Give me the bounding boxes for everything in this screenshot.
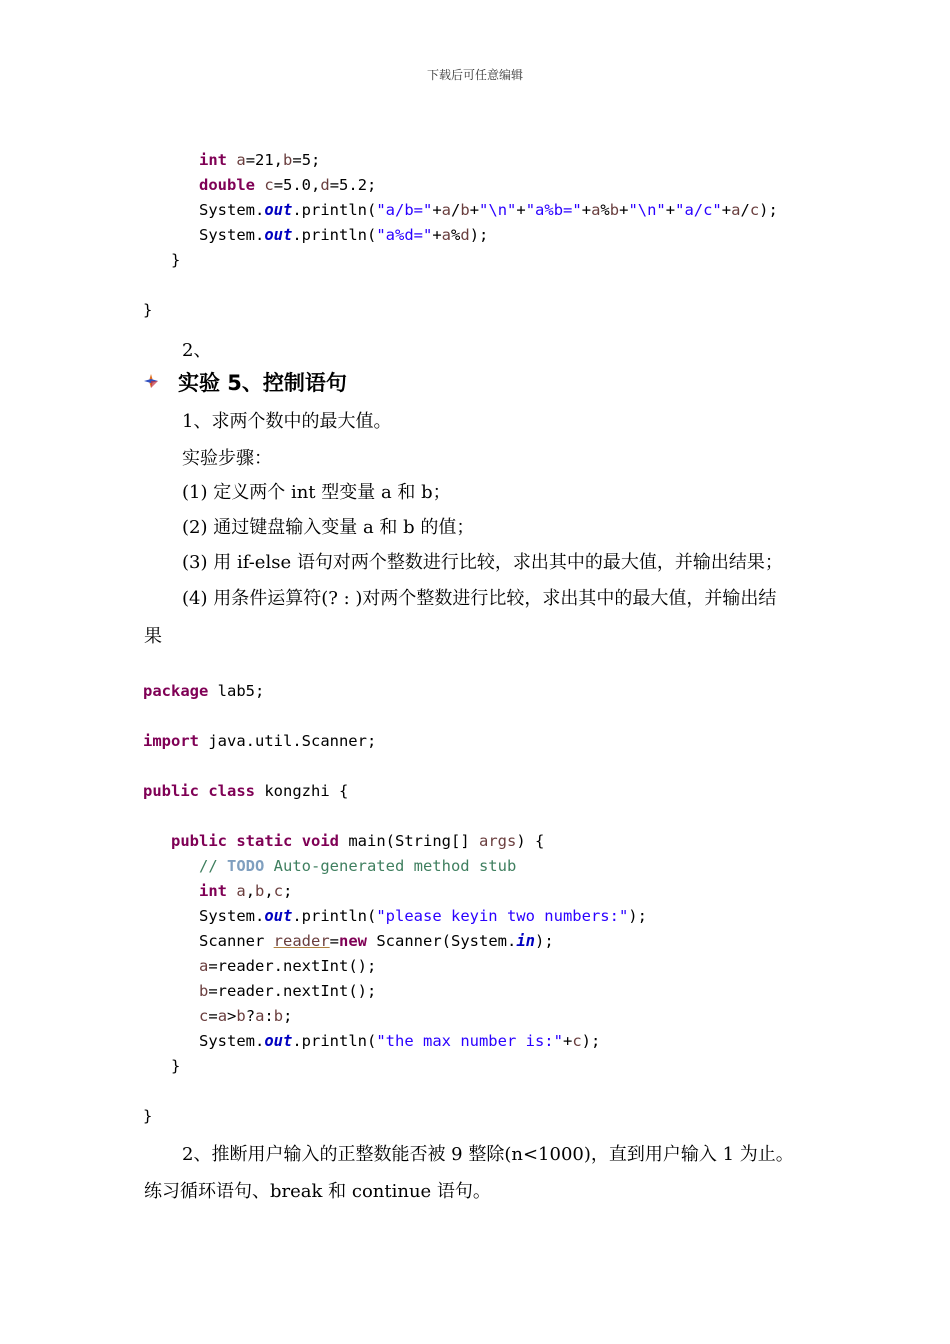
bullet-icon [143,373,159,389]
step-1: (1) 定义两个 int 型变量 a 和 b； [182,482,451,503]
code-block-1 [143,123,778,323]
code-line: double c=5.0,d=5.2; [199,176,377,194]
code-line: public class kongzhi { [143,782,349,800]
code-line: import java.util.Scanner; [143,732,377,750]
code-line: } [171,251,181,269]
task-2-line-2: 练习循环语句、break 和 continue 语句。 [144,1181,491,1202]
code-line: } [143,1107,153,1125]
code-line: a=reader.nextInt(); [199,957,377,975]
code-line: int a,b,c; [199,882,293,900]
step-3: (3) 用 if-else 语句对两个整数进行比较，求出其中的最大值，并输出结果； [182,552,783,573]
page-header: 下载后可任意编辑 [426,68,523,82]
code-line: } [143,301,153,319]
item-number: 2、 [182,340,212,361]
step-2: (2) 通过键盘输入变量 a 和 b 的值； [182,517,475,538]
step-4-continued: 果 [144,626,162,647]
task-2-line-1: 2、推断用户输入的正整数能否被 9 整除(n<1000)，直到用户输入 1 为止。 [182,1144,794,1165]
code-block-2 [143,654,647,1129]
code-line: System.out.println("please keyin two numbers:"); [143,907,647,925]
code-line: } [171,1057,181,1075]
task-title: 1、求两个数中的最大值。 [182,411,392,432]
code-line: int a=21,b=5; [199,151,321,169]
code-line: Scanner reader=new Scanner(System.in); [199,932,554,950]
steps-label: 实验步骤： [182,448,272,469]
code-line: System.out.println("a/b="+a/b+"\n"+"a%b="+a%b+"\n"+"a/c"+a/c); [199,201,778,219]
step-4: (4) 用条件运算符(? : )对两个整数进行比较，求出其中的最大值，并输出结 [182,588,777,609]
section-heading: 实验 5、控制语句 [178,371,347,395]
code-line: System.out.println("a%d="+a%d); [199,226,489,244]
code-line: package lab5; [143,682,265,700]
code-line: // TODO Auto-generated method stub [199,857,517,875]
code-line: System.out.println("the max number is:"+c); [143,1032,601,1050]
code-line: b=reader.nextInt(); [199,982,377,1000]
code-line: public static void main(String[] args) { [171,832,545,850]
code-line: c=a>b?a:b; [199,1007,293,1025]
